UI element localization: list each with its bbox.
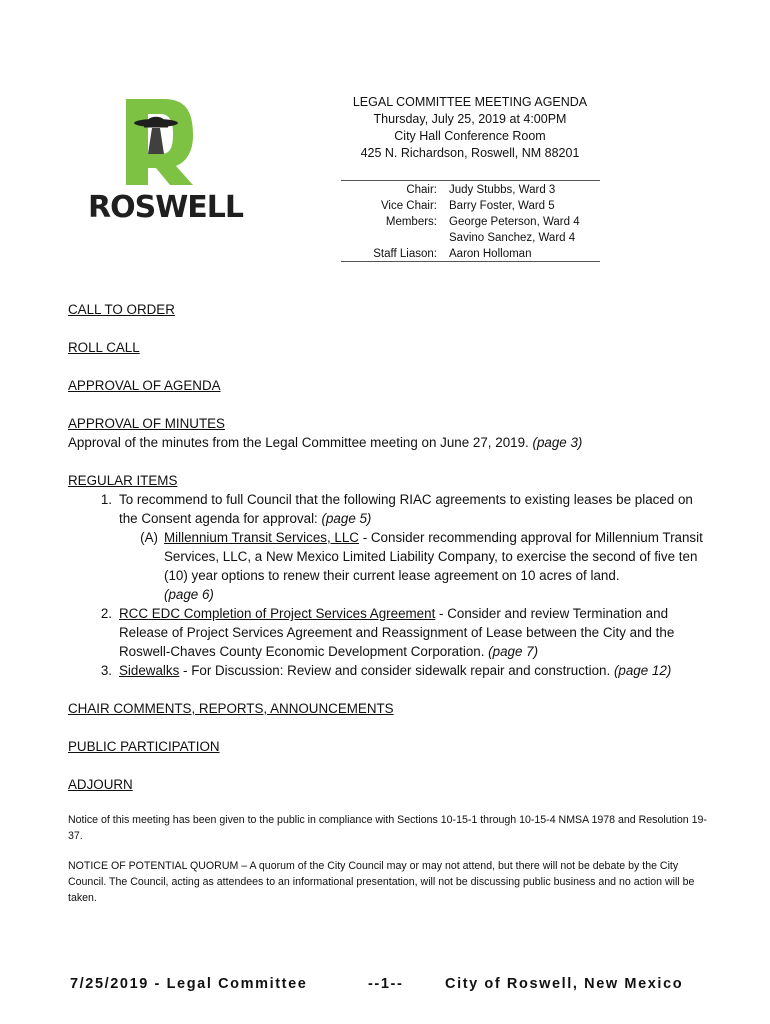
roster-row [341, 214, 600, 230]
section-regular-items: REGULAR ITEMS [68, 473, 178, 488]
section-approval-of-agenda: APPROVAL OF AGENDA [68, 378, 221, 393]
item-text: To recommend to full Council that the following RIAC agreements to existing leases be placed on the Consent agenda for approval: (page 5) [119, 492, 693, 526]
item-number: 1. [100, 492, 112, 507]
item-link[interactable]: Millennium Transit Services, LLC [164, 530, 359, 545]
roster-role: Members: [385, 216, 437, 228]
roster-row [341, 182, 600, 198]
page-ref: (page 12) [613, 663, 672, 678]
section-chair-comments: CHAIR COMMENTS, REPORTS, ANNOUNCEMENTS [68, 701, 394, 716]
agenda-item-3 [68, 661, 708, 680]
roster-name: George Peterson, Ward 4 [449, 216, 580, 228]
item-text: RCC EDC Completion of Project Services Agreement - Consider and review Termination and Release of Project Services Agreement and Reassignment of Lease between the City and the Roswell-Chaves County Economic Development Corporation. (page 7) [119, 606, 675, 659]
item-link[interactable]: Sidewalks [119, 663, 180, 678]
section-adjourn: ADJOURN [68, 777, 133, 792]
page-ref: (page 5) [321, 511, 372, 526]
minutes-description: Approval of the minutes from the Legal Committee meeting on June 27, 2019. (page 3) [68, 435, 583, 450]
agenda-subitem-a [68, 528, 708, 604]
meeting-address: 425 N. Richardson, Roswell, NM 88201 [360, 146, 580, 160]
ufo-beam-icon [148, 128, 164, 154]
section-roll-call: ROLL CALL [68, 340, 140, 355]
page-ref: (page 6) [164, 587, 214, 602]
meeting-title: LEGAL COMMITTEE MEETING AGENDA [352, 95, 588, 109]
item-number: 2. [100, 606, 112, 621]
meeting-header [340, 94, 600, 162]
meeting-location: City Hall Conference Room [394, 129, 546, 143]
footer-left: 7/25/2019 - Legal Committee [70, 976, 308, 992]
subitem-text: Millennium Transit Services, LLC - Consider recommending approval for Millennium Transit Services, LLC, a New Mexico Limited Liability Company, to exercise the second of five ten (10) year options to renew their current lease agreement on 10 acres of land. (page 6) [164, 530, 703, 602]
section-public-participation: PUBLIC PARTICIPATION [68, 739, 220, 754]
section-call-to-order: CALL TO ORDER [68, 302, 175, 317]
committee-roster [341, 182, 600, 262]
agenda-item-2 [68, 604, 708, 661]
roster-role: Vice Chair: [380, 200, 437, 212]
logo-wordmark: ROSWELL [88, 190, 244, 225]
subitem-label: (A) [140, 530, 158, 545]
roster-role: Chair: [406, 184, 437, 196]
header-divider-bottom [341, 261, 600, 262]
agenda-item-1 [68, 490, 708, 528]
page-ref: (page 3) [532, 435, 583, 450]
item-link[interactable]: RCC EDC Completion of Project Services Agreement [119, 606, 436, 621]
item-number: 3. [100, 663, 112, 678]
roster-role: Staff Liason: [373, 248, 437, 260]
public-notice: Notice of this meeting has been given to the public in compliance with Sections 10-15-1 through 10-15-4 NMSA 1978 and Resolution 19-37. [68, 814, 707, 842]
roster-role [341, 230, 447, 246]
roster-name: Judy Stubbs, Ward 3 [449, 184, 556, 196]
roster-name: Savino Sanchez, Ward 4 [449, 232, 576, 244]
roster-name: Barry Foster, Ward 5 [449, 200, 555, 212]
footer-page-number: --1-- [368, 976, 404, 992]
header-divider-top [341, 180, 600, 181]
page-ref: (page 7) [488, 644, 539, 659]
roster-name: Aaron Holloman [449, 248, 532, 260]
roster-row [341, 230, 600, 246]
agenda-body [68, 300, 708, 794]
item-text: Sidewalks - For Discussion: Review and consider sidewalk repair and construction. (page 12) [119, 663, 672, 678]
footer-right: City of Roswell, New Mexico [445, 976, 684, 992]
meeting-datetime: Thursday, July 25, 2019 at 4:00PM [373, 112, 567, 126]
section-approval-of-minutes: APPROVAL OF MINUTES [68, 416, 225, 431]
roster-row [341, 198, 600, 214]
roster-row [341, 246, 600, 262]
quorum-notice: NOTICE OF POTENTIAL QUORUM – A quorum of the City Council may or may not attend, but there will not be debate by the City Council. The Council, acting as attendees to an informational presentation, will not be discussing public business and no action will be taken. [68, 860, 695, 904]
